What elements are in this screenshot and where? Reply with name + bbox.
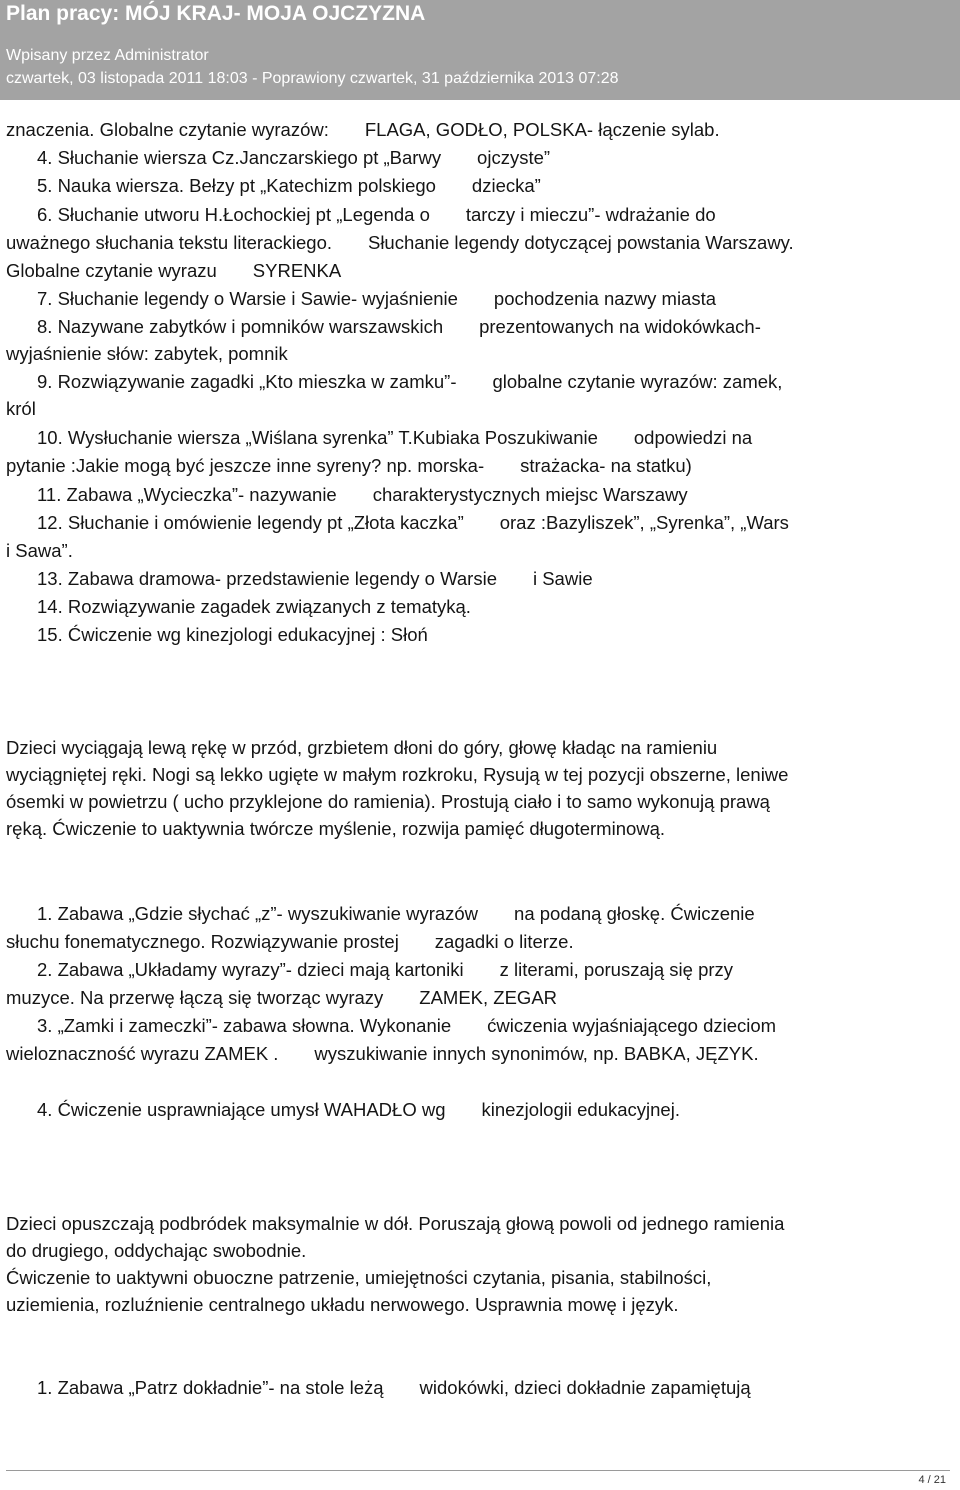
list-line: słuchu fonematycznego. Rozwiązywanie prostej zagadki o literze. bbox=[6, 931, 574, 952]
exercise-description-2 bbox=[6, 1210, 946, 1318]
list-line: wyjaśnienie słów: zabytek, pomnik bbox=[6, 343, 288, 364]
list-line: uważnego słuchania tekstu literackiego. Słuchanie legendy dotyczącej powstania Warszawy. bbox=[6, 232, 794, 253]
list-line: król bbox=[6, 398, 36, 419]
list-item: 11. Zabawa „Wycieczka”- nazywanie charakterystycznych miejsc Warszawy bbox=[37, 484, 688, 505]
list-item: 12. Słuchanie i omówienie legendy pt „Złota kaczka” oraz :Bazyliszek”, „Syrenka”, „Wars bbox=[37, 512, 789, 533]
page-header bbox=[0, 0, 960, 100]
list-item: 15. Ćwiczenie wg kinezjologi edukacyjnej : Słoń bbox=[37, 624, 428, 645]
page-number: 4 / 21 bbox=[918, 1474, 946, 1486]
paragraph-line: ręką. Ćwiczenie to uaktywnia twórcze myślenie, rozwija pamięć długoterminową. bbox=[6, 818, 666, 839]
list-item: 3. „Zamki i zameczki”- zabawa słowna. Wykonanie ćwiczenia wyjaśniającego dzieciom bbox=[37, 1015, 777, 1036]
list-line: i Sawa”. bbox=[6, 540, 73, 561]
list-line: pytanie :Jakie mogą być jeszcze inne syreny? np. morska- strażacka- na statku) bbox=[6, 455, 692, 476]
author-line: Wpisany przez Administrator bbox=[6, 47, 209, 64]
paragraph-line: uziemienia, rozluźnienie centralnego układu nerwowego. Usprawnia mowę i język. bbox=[6, 1294, 679, 1315]
list-item: 4. Ćwiczenie usprawniające umysł WAHADŁO wg kinezjologii edukacyjnej. bbox=[37, 1099, 680, 1120]
list-item: 9. Rozwiązywanie zagadki „Kto mieszka w zamku”- globalne czytanie wyrazów: zamek, bbox=[37, 371, 783, 392]
list-item: 7. Słuchanie legendy o Warsie i Sawie- wyjaśnienie pochodzenia nazwy miasta bbox=[37, 288, 717, 309]
paragraph-line: do drugiego, oddychając swobodnie. bbox=[6, 1240, 307, 1261]
list-item: 10. Wysłuchanie wiersza „Wiślana syrenka” T.Kubiaka Poszukiwanie odpowiedzi na bbox=[37, 427, 753, 448]
list-item: 5. Nauka wiersza. Bełzy pt „Katechizm polskiego dziecka” bbox=[37, 175, 541, 196]
list-item: 6. Słuchanie utworu H.Łochockiej pt „Legenda o tarczy i mieczu”- wdrażanie do bbox=[37, 204, 716, 225]
list-line: wieloznaczność wyrazu ZAMEK . wyszukiwanie innych synonimów, np. BABKA, JĘZYK. bbox=[6, 1043, 759, 1064]
list-line: muzyce. Na przerwę łączą się tworząc wyrazy ZAMEK, ZEGAR bbox=[6, 987, 558, 1008]
list-item: 1. Zabawa „Patrz dokładnie”- na stole leżą widokówki, dzieci dokładnie zapamiętują bbox=[37, 1377, 751, 1398]
paragraph-line: wyciągniętej ręki. Nogi są lekko ugięte w małym rozkroku, Rysują w tej pozycji obszerne, leniwe bbox=[6, 764, 789, 785]
list-item: 4. Słuchanie wiersza Cz.Janczarskiego pt „Barwy ojczyste” bbox=[37, 147, 551, 168]
list-item: 13. Zabawa dramowa- przedstawienie legendy o Warsie i Sawie bbox=[37, 568, 593, 589]
list-line: Globalne czytanie wyrazu SYRENKA bbox=[6, 260, 342, 281]
paragraph-line: ósemki w powietrzu ( ucho przyklejone do ramienia). Prostują ciało i to samo wykonują prawą bbox=[6, 791, 770, 812]
exercise-description bbox=[6, 734, 946, 842]
list-item: 2. Zabawa „Układamy wyrazy”- dzieci mają kartoniki z literami, poruszają się przy bbox=[37, 959, 734, 980]
dates-line: czwartek, 03 listopada 2011 18:03 - Poprawiony czwartek, 31 października 2013 07:28 bbox=[6, 70, 619, 87]
page-title: Plan pracy: MÓJ KRAJ- MOJA OJCZYZNA bbox=[6, 2, 426, 25]
footer-divider bbox=[6, 1470, 950, 1471]
list-item: 8. Nazywane zabytków i pomników warszawskich prezentowanych na widokówkach- bbox=[37, 316, 761, 337]
paragraph-line: Dzieci opuszczają podbródek maksymalnie w dół. Poruszają głową powoli od jednego ramienia bbox=[6, 1213, 785, 1234]
list-line: znaczenia. Globalne czytanie wyrazów: FLAGA, GODŁO, POLSKA- łączenie sylab. bbox=[6, 119, 720, 140]
paragraph-line: Dzieci wyciągają lewą rękę w przód, grzbietem dłoni do góry, głowę kładąc na ramieniu bbox=[6, 737, 718, 758]
list-item: 14. Rozwiązywanie zagadek związanych z tematyką. bbox=[37, 596, 471, 617]
list-item: 1. Zabawa „Gdzie słychać „z”- wyszukiwanie wyrazów na podaną głoskę. Ćwiczenie bbox=[37, 903, 755, 924]
paragraph-line: Ćwiczenie to uaktywni obuoczne patrzenie, umiejętności czytania, pisania, stabilności, bbox=[6, 1267, 712, 1288]
